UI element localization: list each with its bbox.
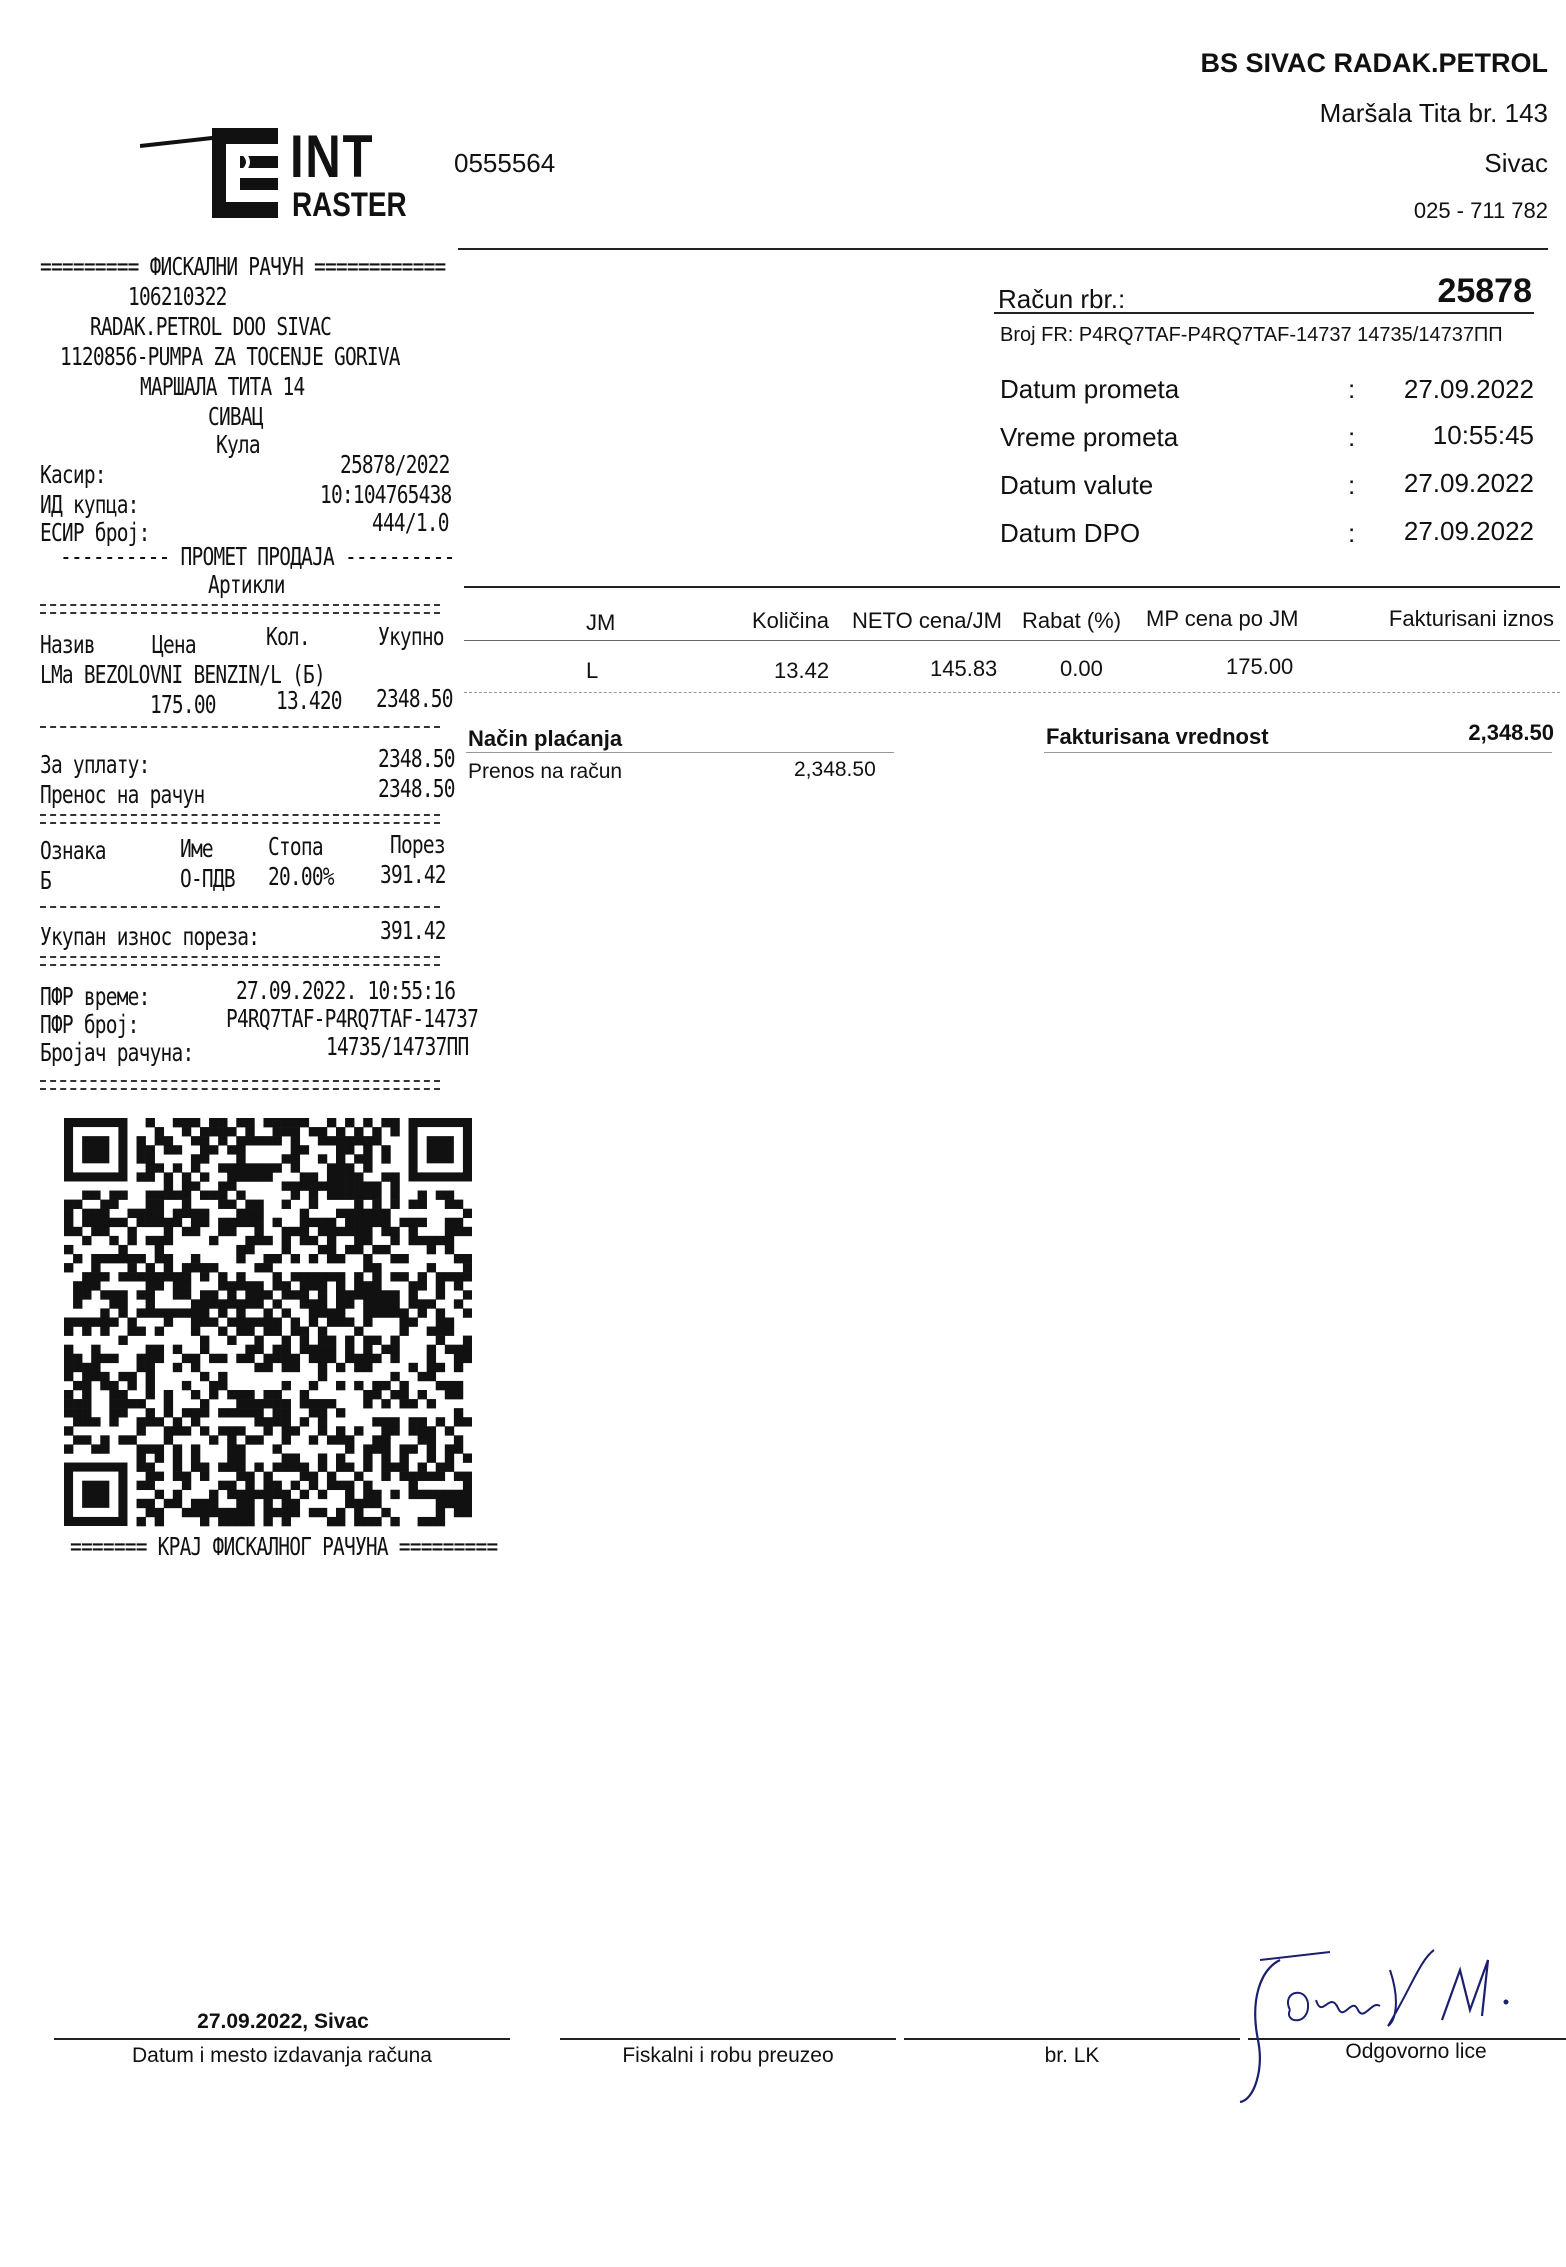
receipt-divider [40, 814, 440, 824]
value-date-value: 27.09.2022 [1403, 468, 1534, 498]
company-phone: 025 - 711 782 [1413, 198, 1548, 223]
colon: : [1348, 422, 1356, 452]
colon: : [1348, 470, 1356, 500]
item-qty: 13.420 [276, 686, 342, 715]
tax-col-mark: Ознака [40, 836, 106, 865]
col-header-retail-price: MP cena po JM [1146, 606, 1299, 631]
col-qty: Кол. [266, 622, 310, 651]
cell-quantity: 13.42 [774, 658, 830, 683]
invoiced-rule [1044, 752, 1552, 753]
fiscal-number-value: P4RQ7TAF-P4RQ7TAF-14737 14735/14737ПП [1078, 324, 1503, 346]
payment-method-title: Način plaćanja [468, 726, 623, 751]
invoiced-value: 2,348.50 [1468, 720, 1554, 745]
pfr-time-value: 27.09.2022. 10:55:16 [236, 976, 456, 1005]
header-rule [458, 248, 1548, 250]
pfr-no-value: P4RQ7TAF-P4RQ7TAF-14737 [226, 1004, 479, 1033]
date-turnover-value: 27.09.2022 [1403, 374, 1534, 404]
col-price: Цена [152, 630, 196, 659]
footer-rule [560, 2038, 896, 2040]
dpo-date-value: 27.09.2022 [1403, 516, 1534, 546]
company-name: BS SIVAC RADAK.PETROL [1200, 48, 1548, 78]
issue-date-place: 27.09.2022, Sivac [197, 2010, 369, 2033]
receipt-city: СИВАЦ [208, 402, 263, 431]
cell-net-price: 145.83 [930, 656, 998, 681]
total-tax-label: Укупан износ пореза: [40, 922, 260, 951]
col-header-invoiced-amount: Fakturisani iznos [1388, 606, 1554, 631]
receipt-unit: 1120856-PUMPA ZA TOCENJE GORIVA [60, 342, 400, 371]
responsible-person-label: Odgovorno lice [1345, 2040, 1487, 2063]
col-header-net-price: NETO cena/JM [852, 608, 1002, 633]
int-raster-logo [140, 118, 440, 228]
transfer-value: 2348.50 [378, 774, 455, 803]
payment-amount: 2,348.50 [794, 758, 876, 781]
company-city: Sivac [1484, 148, 1548, 178]
receipt-title: ========= ФИСКАЛНИ РАЧУН ============ [40, 252, 446, 281]
cell-unit: L [586, 658, 599, 683]
tax-col-tax: Порез [390, 830, 445, 859]
payment-rule [466, 752, 894, 753]
table-header-rule [464, 640, 1560, 641]
logo-text-raster: RASTER [292, 186, 407, 224]
time-turnover-value: 10:55:45 [1432, 420, 1534, 450]
invoice-number-value: 25878 [1437, 272, 1532, 310]
tax-name: О-ПДВ [180, 864, 235, 893]
tax-col-name: Име [180, 834, 213, 863]
table-bottom-rule [464, 692, 1560, 693]
invoice-number-label: Račun rbr.: [998, 284, 1126, 314]
dpo-date-label: Datum DPO [1000, 518, 1141, 548]
document-serial: 0555564 [454, 148, 556, 178]
received-by-label: Fiskalni i robu preuzeo [622, 2044, 834, 2067]
receipt-company: RADAK.PETROL DOO SIVAC [90, 312, 332, 341]
articles-label: Артикли [208, 570, 285, 599]
cell-retail-price: 175.00 [1226, 654, 1294, 679]
receipt-municipality: Кула [216, 430, 260, 459]
tax-mark: Б [40, 866, 51, 895]
col-header-unit: JM [586, 610, 616, 635]
counter-value: 14735/14737ПП [326, 1032, 469, 1061]
esir-value: 444/1.0 [372, 508, 449, 537]
buyer-id-value: 10:104765438 [320, 480, 452, 509]
qr-code [64, 1118, 472, 1528]
receipt-divider [40, 726, 440, 728]
invoice-number-rule [994, 312, 1534, 314]
tax-value: 391.42 [380, 860, 446, 889]
cell-discount: 0.00 [1060, 656, 1103, 681]
footer-rule [54, 2038, 510, 2040]
item-total: 2348.50 [376, 684, 453, 713]
item-name: LMa BEZOLOVNI BENZIN/L (Б) [40, 660, 325, 689]
fiscal-number-label: Broj FR: [1000, 324, 1074, 346]
issue-date-place-label: Datum i mesto izdavanja računa [132, 2044, 432, 2067]
pfr-time-label: ПФР време: [40, 982, 150, 1011]
receipt-tin: 106210322 [128, 282, 227, 311]
receipt-divider [40, 604, 440, 614]
buyer-id-label: ИД купца: [40, 490, 139, 519]
col-name: Назив [40, 630, 95, 659]
company-street: Maršala Tita br. 143 [1319, 98, 1548, 128]
receipt-divider [40, 1080, 440, 1090]
tax-col-rate: Стопа [268, 832, 323, 861]
tax-rate: 20.00% [268, 862, 334, 891]
value-date-label: Datum valute [1000, 470, 1154, 500]
esir-label: ЕСИР број: [40, 518, 150, 547]
receipt-divider [40, 956, 440, 966]
colon: : [1348, 518, 1356, 548]
invoiced-value-label: Fakturisana vrednost [1046, 724, 1269, 749]
transfer-label: Пренос на рачун [40, 780, 205, 809]
id-card-label: br. LK [1044, 2044, 1100, 2067]
col-header-discount: Rabat (%) [1022, 608, 1122, 633]
counter-label: Бројач рачуна: [40, 1038, 194, 1067]
cashier-label: Касир: [40, 460, 106, 489]
col-header-quantity: Količina [752, 608, 830, 633]
qr-code-icon [64, 1118, 472, 1528]
to-pay-value: 2348.50 [378, 744, 455, 773]
signature-icon [1220, 1930, 1540, 2110]
payment-method: Prenos na račun [468, 760, 623, 783]
date-turnover-label: Datum prometa [1000, 374, 1180, 404]
cashier-value: 25878/2022 [340, 450, 450, 479]
receipt-end-title: ======= КРАЈ ФИСКАЛНОГ РАЧУНА ========= [70, 1532, 498, 1561]
item-price: 175.00 [150, 690, 216, 719]
fiscal-number-row [1000, 324, 1503, 347]
receipt-street: МАРШАЛА ТИТА 14 [140, 372, 305, 401]
receipt-divider [40, 906, 440, 908]
total-tax-value: 391.42 [380, 916, 446, 945]
footer-rule [904, 2038, 1240, 2040]
table-top-rule [464, 586, 1560, 588]
logo-text-int: INT [290, 123, 375, 190]
to-pay-label: За уплату: [40, 750, 150, 779]
col-total: Укупно [378, 622, 444, 651]
sale-title: ---------- ПРОМЕТ ПРОДАЈА ---------- [60, 542, 455, 571]
time-turnover-label: Vreme prometa [1000, 422, 1179, 452]
pfr-no-label: ПФР број: [40, 1010, 139, 1039]
colon: : [1348, 374, 1356, 404]
handwritten-signature [1220, 1930, 1540, 2110]
